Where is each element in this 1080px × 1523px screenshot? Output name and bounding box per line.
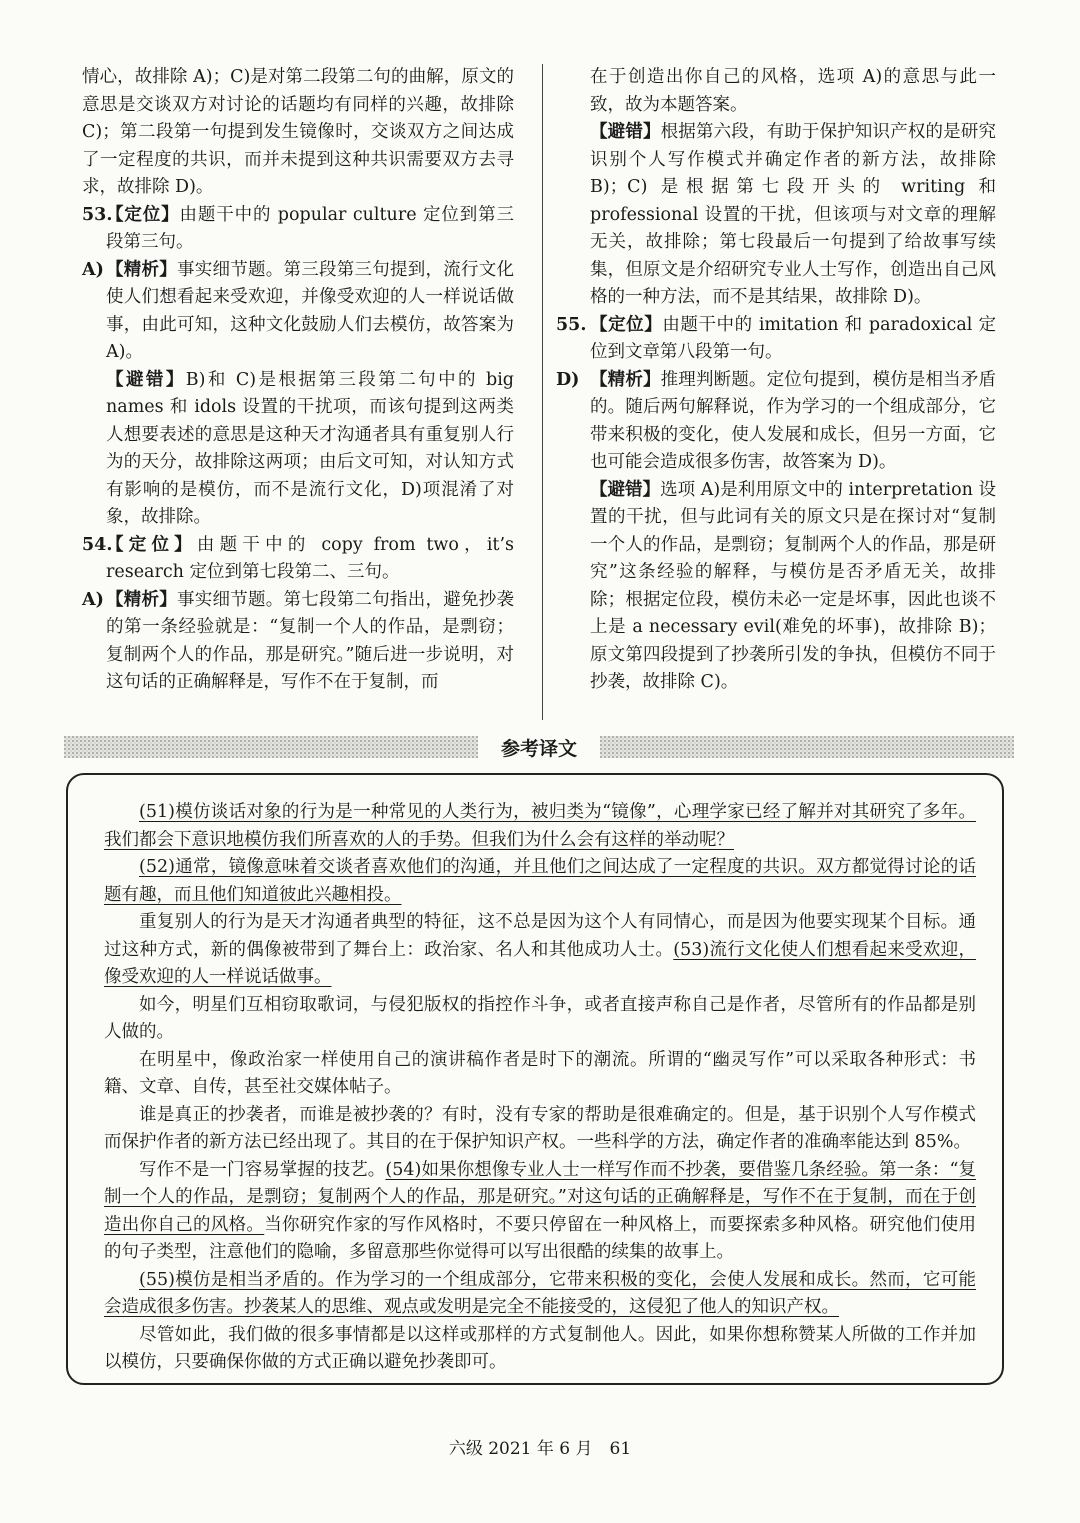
q54-analysis-tag: 【精析】 [106, 589, 177, 610]
q53-locate-tag: 【定位】 [106, 204, 180, 225]
underlined-sentence: (55)模仿是相当矛盾的。作为学习的一个组成部分，它带来积极的变化，会使人发展和成长。然而，它可能会造成很多伤害。 [104, 1269, 976, 1317]
plain-sentence: 写作不是一门容易掌握的技艺。 [139, 1159, 386, 1180]
q55-locate [556, 312, 996, 367]
page-footer: 六级 2021 年 6 月 61 [448, 1439, 632, 1459]
column-divider [542, 64, 543, 720]
translation-box [66, 773, 1004, 1385]
right-column [556, 64, 996, 697]
underlined-sentence: (54)如果你想像专业人士一样写作而不抄袭，要借鉴几条经验。第一条：“复制一个人的作品，是剽窃；复制两个人的作品，那是研究。”对这句话的正确解释是，写作不在于复制，而在于创造出你自己的风格。 [104, 1159, 977, 1235]
translation-paragraph [104, 854, 976, 909]
q54-answer: A) [82, 589, 104, 610]
heading-bar-right [600, 736, 1014, 758]
q53-answer: A) [82, 259, 104, 280]
q55-avoid [556, 477, 996, 697]
q54-analysis [82, 587, 514, 697]
translation-paragraph: 谁是真正的抄袭者，而谁是被抄袭的？有时，没有专家的帮助是很难确定的。但是，基于识别个人写作模式而保护作者的新方法已经出现了。其目的在于保护知识产权。一些科学的方法，确定作者的准确率能达到 85%。 [104, 1104, 976, 1152]
underlined-sentence: 双方都觉得讨论的话题有趣，而且他们知道彼此兴趣相投。 [104, 857, 977, 905]
translation-paragraph: 尽管如此，我们做的很多事情都是以这样或那样的方式复制他人。因此，如果你想称赞某人所做的工作并加以模仿，只要确保你做的方式正确以避免抄袭即可。 [104, 1324, 976, 1372]
q55-avoid-text: 选项 A)是利用原文中的 interpretation 设置的干扰，但与此词有关的原文只是在探讨对“复制一个人的作品，是剽窃；复制两个人的作品，那是研究”这条经验的解释，与模仿是否矛盾无关，故排除；根据定位段，模仿未必一定是坏事，因此也谈不上是 a necessary evil(难免的坏事)，故排除 B)；原文第四段提到了抄袭所引发的争执，但模仿不同于抄袭，故排除 C)。 [590, 479, 996, 692]
left-continuation: 情心，故排除 A)；C)是对第二段第二句的曲解，原文的意思是交谈双方对讨论的话题均有同样的兴趣，故排除 C)；第二段第一句提到发生镜像时，交谈双方之间达成了一定程度的共识，而并未提到这种共识需要双方去寻求，故排除 D)。 [82, 67, 514, 197]
q53-avoid-tag: 【避错】 [106, 369, 186, 390]
underlined-sentence: 抄袭某人的思维、观点或发明是完全不能接受的，这侵犯了他人的知识产权。 [244, 1297, 839, 1317]
q54-avoid-text: 根据第六段，有助于保护知识产权的是研究识别个人写作模式并确定作者的新方法，故排除 B)；C) 是根据第七段开头的 writing 和 professional 设置的干扰，但该项与对文章的理解无关，故排除；第七段最后一句提到了给故事写续集，但原文是介绍研究专业人士写作，创造出自己风格的一种方法，而不是其结果，故排除 D)。 [590, 122, 997, 307]
q55-analysis-tag: 【精析】 [590, 369, 661, 390]
translation-paragraph [104, 909, 976, 992]
q53-analysis-text: 事实细节题。第三段第三句提到，流行文化使人们想看起来受欢迎，并像受欢迎的人一样说话做事，由此可知，这种文化鼓励人们去模仿，故答案为 A)。 [106, 259, 514, 362]
underlined-sentence: (52)通常，镜像意味着交谈者喜欢他们的沟通，并且他们之间达成了一定程度的共识。 [139, 857, 817, 877]
q53-number: 53. [82, 204, 113, 225]
underlined-sentence: (51)模仿谈话对象的行为是一种常见的人类行为，被归类为“镜像”，心理学家已经了解并对其研究了多年。 [139, 802, 976, 822]
heading-bar-left [64, 736, 478, 758]
q53-avoid-text: B)和 C)是根据第三段第二句中的 big names 和 idols 设置的干扰项，而该句提到这两类人想要表述的意思是这种天才沟通者具有重复别人行为的天分，故排除这两项；由后文可知，对认知方式有影响的是模仿，而不是流行文化，D)项混淆了对象，故排除。 [106, 369, 515, 527]
q54-locate-text: 由题干中的 copy from two，it’s research 定位到第七段第二、三句。 [106, 534, 515, 582]
q53-locate-text: 由题干中的 popular culture 定位到第三段第三句。 [106, 204, 514, 252]
translation-paragraph [104, 1157, 976, 1267]
q54-analysis-text: 事实细节题。第七段第二句指出，避免抄袭的第一条经验就是：“复制一个人的作品，是剽窃；复制两个人的作品，那是研究。”随后进一步说明，对这句话的正确解释是，写作不在于复制，而 [106, 589, 514, 692]
q55-analysis [556, 367, 996, 477]
translation-paragraph: 在明星中，像政治家一样使用自己的演讲稿作者是时下的潮流。所谓的“幽灵写作”可以采取各种形式：书籍、文章、自传，甚至社交媒体帖子。 [104, 1049, 976, 1097]
q54-avoid-tag: 【避错】 [590, 122, 661, 142]
q54-avoid [556, 119, 996, 312]
q55-locate-tag: 【定位】 [590, 314, 663, 335]
q53-analysis [82, 257, 514, 367]
underlined-sentence: 我们都会下意识地模仿我们所喜欢的人的手势。但我们为什么会有这样的举动呢？ [104, 829, 734, 850]
translation-paragraph [104, 1267, 976, 1322]
q55-answer: D) [556, 369, 580, 390]
q55-avoid-tag: 【避错】 [590, 479, 661, 500]
right-continuation: 在于创造出你自己的风格，选项 A)的意思与此一致，故为本题答案。 [590, 67, 996, 115]
left-column [82, 64, 514, 697]
q55-analysis-text: 推理判断题。定位句提到，模仿是相当矛盾的。随后两句解释说，作为学习的一个组成部分，它带来积极的变化，使人发展和成长，但另一方面，它也可能会造成很多伤害，故答案为 D)。 [590, 369, 997, 472]
translation-paragraph [104, 799, 976, 854]
q54-locate [82, 532, 514, 587]
q53-avoid [82, 367, 514, 532]
q53-locate [82, 202, 514, 257]
plain-sentence: 重复别人的行为是天才沟通者典型的特征，这不总是因为这个人有同情心，而是因为他要实现某个目标。通过这种方式，新的偶像被带到了舞台上：政治家、名人和其他成功人士。 [104, 912, 976, 960]
plain-sentence: 当你研究作家的写作风格时，不要只停留在一种风格上，而要探索多种风格。研究他们使用的句子类型，注意他们的隐喻，多留意那些你觉得可以写出很酷的续集的故事上。 [104, 1214, 976, 1262]
section-heading: 参考译文 [500, 738, 577, 760]
q55-number: 55. [556, 314, 587, 335]
q53-analysis-tag: 【精析】 [106, 259, 177, 280]
q54-locate-tag: 【定位】 [106, 534, 197, 555]
underlined-sentence: (53)流行文化使人们想看起来受欢迎，像受欢迎的人一样说话做事。 [104, 939, 977, 987]
q54-number: 54. [82, 534, 113, 555]
q55-locate-text: 由题干中的 imitation 和 paradoxical 定位到文章第八段第一句。 [590, 314, 996, 362]
translation-paragraph: 如今，明星们互相窃取歌词，与侵犯版权的指控作斗争，或者直接声称自己是作者，尽管所有的作品都是别人做的。 [104, 994, 976, 1042]
